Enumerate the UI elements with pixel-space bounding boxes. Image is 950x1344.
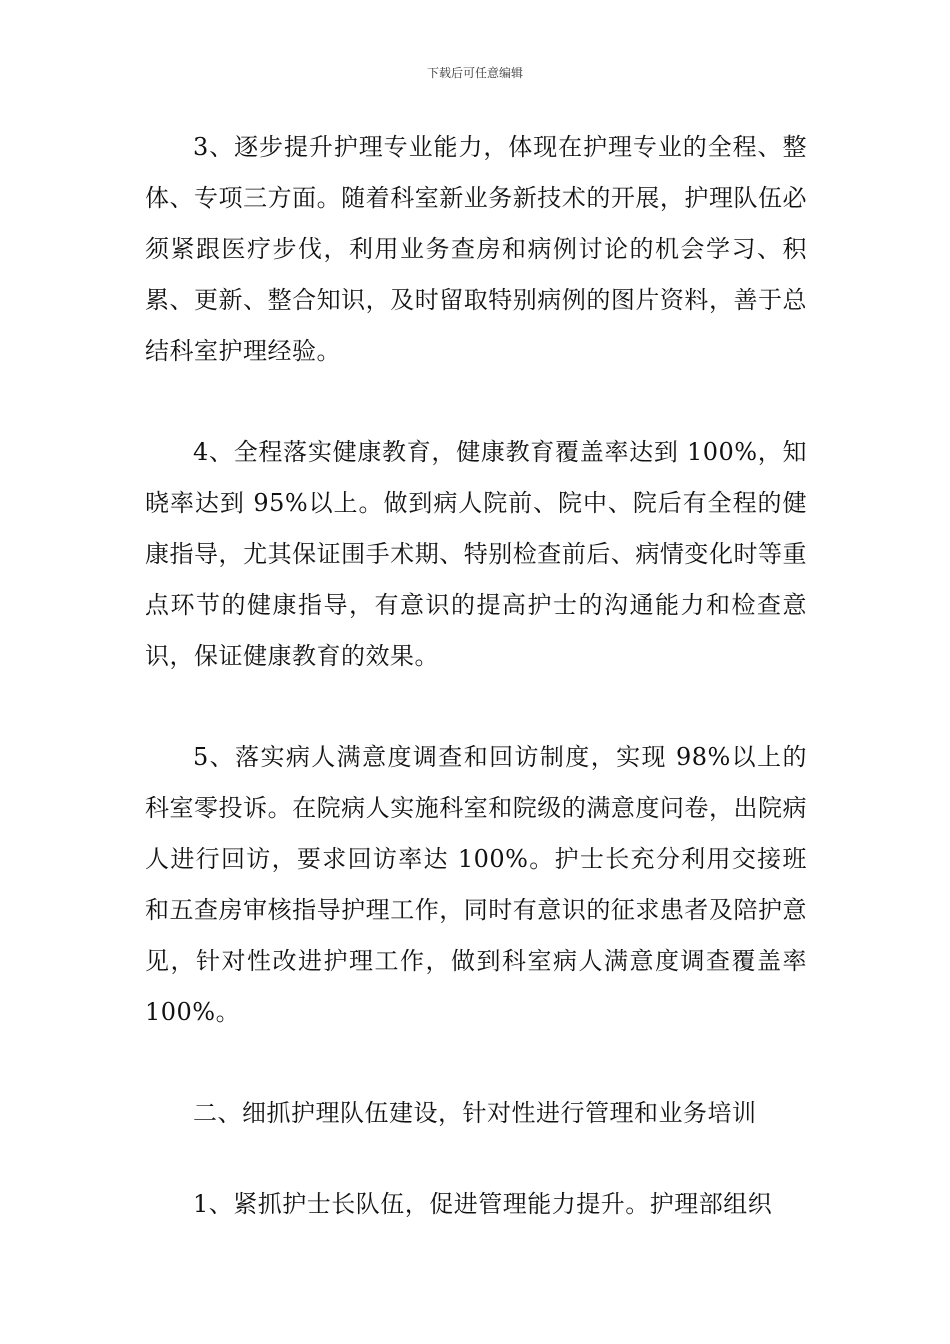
paragraph-item-5: 5、落实病人满意度调查和回访制度，实现 98%以上的科室零投诉。在院病人实施科室和院级的满意度问卷，出院病人进行回访，要求回访率达 100%。护士长充分利用交接班和五查房审核指导护理工作，同时有意识的征求患者及陪护意见，针对性改进护理工作，做到科室病人满意度调查覆盖率 100%。 [145, 743, 807, 1026]
section-heading: 二、细抓护理队伍建设，针对性进行管理和业务培训 [193, 1099, 757, 1127]
document-body [145, 122, 807, 1280]
page-header: 下载后可任意编辑 [426, 66, 523, 80]
paragraph-item-3: 3、逐步提升护理专业能力，体现在护理专业的全程、整体、专项三方面。随着科室新业务新技术的开展，护理队伍必须紧跟医疗步伐，利用业务查房和病例讨论的机会学习、积累、更新、整合知识，及时留取特别病例的图片资料，善于总结科室护理经验。 [145, 133, 807, 365]
paragraph-item-1: 1、紧抓护士长队伍，促进管理能力提升。护理部组织 [193, 1190, 773, 1218]
paragraph-item-4: 4、全程落实健康教育，健康教育覆盖率达到 100%，知晓率达到 95%以上。做到病人院前、院中、院后有全程的健康指导，尤其保证围手术期、特别检查前后、病情变化时等重点环节的健康指导，有意识的提高护士的沟通能力和检查意识，保证健康教育的效果。 [145, 438, 807, 670]
